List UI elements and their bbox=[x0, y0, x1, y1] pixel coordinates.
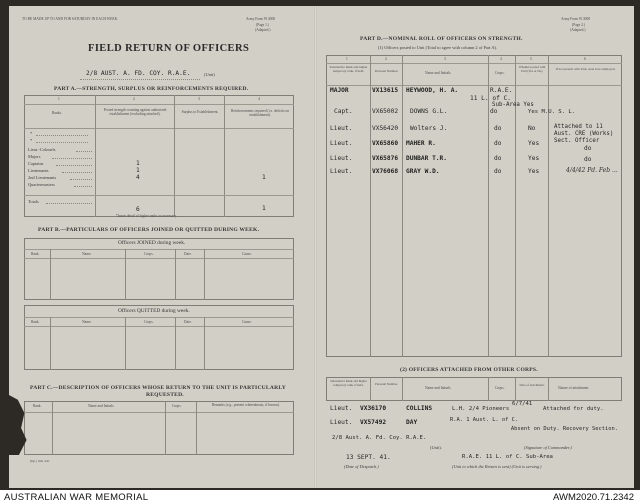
part-a-col-reinf: Reinforcements required (i.e. deficits on establishment). bbox=[230, 109, 290, 118]
att-row-2-corps: R.A. 1 Aust. L. of C. bbox=[450, 417, 519, 423]
part-a-col-posted: Posted strength counting against authorized establishment (excluding attached). bbox=[103, 108, 167, 117]
from-unit-line: 2/8 Aust. A. Fd. Coy. R.A.E. bbox=[332, 435, 427, 441]
row-3-employed: Attached to 11 Aust. CRE (Works) Sect. Officer bbox=[554, 124, 614, 145]
joined-col-name: Name. bbox=[82, 252, 92, 256]
row-4-employed: do bbox=[584, 145, 592, 152]
signature-label: (Signature of Commander.) bbox=[524, 445, 572, 450]
part-c-col-rank: Rank. bbox=[33, 404, 42, 408]
rank-majors: Majors bbox=[28, 154, 41, 159]
unit-underline bbox=[80, 79, 200, 80]
part-d-colnum-6: 6 bbox=[584, 57, 586, 61]
row-5-rank: Lieut. bbox=[330, 155, 353, 162]
part-d2-col-line-1 bbox=[370, 377, 371, 401]
part-d-colnum-2: 2 bbox=[385, 57, 387, 61]
to-unit-value: R.A.E. 11 L. of C. Sub-Area bbox=[462, 454, 553, 460]
footer-institution: AUSTRALIAN WAR MEMORIAL bbox=[4, 492, 149, 503]
part-d-col-rank: Substantive Rank and higher temporary rank, if held. bbox=[329, 65, 368, 73]
adapted-right: (Adapted.) bbox=[570, 28, 586, 32]
part-a-asterisk-2: * bbox=[30, 138, 33, 143]
row-3-rank: Lieut. bbox=[330, 125, 353, 132]
att-row-1-nature: Attached for duty. bbox=[543, 406, 604, 412]
row-1-name: HEYWOOD, H. A. bbox=[406, 87, 459, 94]
att-row-1-corps: L.H. 2/4 Pioneers bbox=[452, 406, 510, 412]
row-6-number: VX76068 bbox=[372, 168, 399, 175]
part-d-colnum-5: 5 bbox=[530, 57, 532, 61]
part-d-colnum-4: 4 bbox=[500, 57, 502, 61]
unit-value: 2/8 AUST. A. FD. COY. R.A.E. bbox=[86, 70, 191, 77]
dots-row-2 bbox=[52, 158, 92, 159]
row-3-name: Wolters J. bbox=[410, 125, 448, 132]
page-number-right: (Page 2.) bbox=[572, 23, 585, 27]
row-6-rank: Lieut. bbox=[330, 168, 353, 175]
row-5-corps: do bbox=[494, 155, 502, 162]
row-1-number: VX13615 bbox=[372, 87, 399, 94]
part-b-heading: PART B.—PARTICULARS OF OFFICERS JOINED OR QUITTED DURING WEEK. bbox=[38, 227, 260, 233]
row-5-number: VX65876 bbox=[372, 155, 399, 162]
joined-col-corps: Corps. bbox=[144, 252, 154, 256]
row-4-number: VX65860 bbox=[372, 140, 399, 147]
row-3-corps: do bbox=[494, 125, 502, 132]
quitted-heading-line bbox=[24, 317, 294, 318]
quitted-col-line-3 bbox=[175, 317, 176, 370]
part-d-col-line-5 bbox=[548, 55, 549, 357]
row-5-name: DUNBAR T.R. bbox=[406, 155, 447, 162]
att-row-1-number: VX36170 bbox=[360, 405, 387, 412]
dots-row-5 bbox=[70, 179, 92, 180]
form-number-right: Army Form W.3008 bbox=[561, 17, 591, 21]
part-d-colnum-3: 3 bbox=[444, 57, 446, 61]
totals-label: Totals bbox=[28, 199, 39, 204]
att-row-2-name: DAY bbox=[406, 419, 418, 426]
part-a-asterisk-dots-1 bbox=[36, 135, 88, 136]
part-d2-col-corps: Corps. bbox=[495, 386, 505, 390]
joined-cols-line bbox=[24, 258, 294, 259]
part-a-col-line-1 bbox=[95, 95, 96, 217]
to-unit-label: (Unit to which the Return is sent) (Unit is serving.) bbox=[452, 464, 542, 469]
reinf-2nd-lieutenants: 1 bbox=[262, 174, 266, 181]
posted-2nd-lieutenants: 4 bbox=[136, 174, 140, 181]
part-d2-col-date: Date of attachment. bbox=[519, 383, 545, 387]
quitted-heading: Officers QUITTED during week. bbox=[118, 308, 190, 314]
part-d2-col-line-5 bbox=[548, 377, 549, 401]
part-a-col-ranks: Ranks. bbox=[52, 111, 62, 115]
part-a-colnum-1: 1 bbox=[58, 97, 60, 101]
row-4-corps: do bbox=[494, 140, 502, 147]
quitted-col-name: Name. bbox=[82, 320, 92, 324]
part-c-col-name: Name and Initials. bbox=[88, 404, 115, 408]
instruction-text: TO BE MADE UP TO AND FOR SATURDAY IN EACH WEEK. bbox=[22, 17, 119, 21]
row-1-rank: MAJOR bbox=[330, 87, 349, 94]
part-d2-heading: (2) OFFICERS ATTACHED FROM OTHER CORPS. bbox=[400, 367, 538, 373]
part-d-col-posted: Whether posted with Unit (Yes or No). bbox=[518, 65, 546, 73]
rank-2nd-lieutenants: 2nd Lieutenants bbox=[28, 175, 57, 180]
part-a-asterisk-dots-2 bbox=[36, 142, 88, 143]
part-a-col-line-3 bbox=[224, 95, 225, 217]
part-a-colnum-3: 3 bbox=[198, 97, 200, 101]
part-d2-col-nature: Nature of attachment. bbox=[558, 386, 590, 390]
part-d-colnum-1: 1 bbox=[346, 57, 348, 61]
part-c-col-line-1 bbox=[52, 401, 53, 455]
dots-row-3 bbox=[56, 165, 92, 166]
att-row-2-nature: Absent on Duty. Recovery Section. bbox=[510, 426, 618, 432]
posted-lieutenants: 1 bbox=[136, 167, 140, 174]
form-title: FIELD RETURN OF OFFICERS bbox=[88, 43, 250, 54]
part-d2-col-line-4 bbox=[515, 377, 516, 401]
adapted-left: (Adapted.) bbox=[255, 28, 271, 32]
row-4-rank: Lieut. bbox=[330, 140, 353, 147]
row-6-handwritten-note: 4/4/42 Pd. Feb ... bbox=[566, 167, 618, 174]
row-2-rank: Capt. bbox=[334, 108, 353, 115]
page-number-left: (Page 1.) bbox=[256, 23, 269, 27]
dots-row-4 bbox=[62, 172, 92, 173]
unit-sub-label: (Unit). bbox=[430, 445, 442, 450]
totals-dots bbox=[46, 203, 92, 204]
part-d2-col-rank: Substantive Rank and higher temporary rank, if held. bbox=[330, 379, 367, 387]
att-row-1-rank: Lieut. bbox=[330, 405, 353, 412]
row-4-name: MAHER R. bbox=[406, 140, 436, 147]
posted-captains: 1 bbox=[136, 160, 140, 167]
quitted-col-date: Date. bbox=[184, 320, 192, 324]
part-d-col-line-1 bbox=[370, 55, 371, 357]
rank-captains: Captains bbox=[28, 161, 44, 166]
part-c-heading-line1: PART C.—DESCRIPTION OF OFFICERS WHOSE RETURN TO THE UNIT IS PARTICULARLY bbox=[30, 385, 286, 391]
unit-label: (Unit) bbox=[204, 72, 215, 77]
part-a-colnum-2: 2 bbox=[133, 97, 135, 101]
row-1-corps: R.A.E. bbox=[490, 87, 513, 94]
row-6-name: GRAY W.D. bbox=[406, 168, 440, 175]
page-fold bbox=[314, 6, 317, 488]
row-2-number: VX65002 bbox=[372, 108, 399, 115]
part-d-col-line-2 bbox=[402, 55, 403, 357]
totals-posted: 6 bbox=[136, 206, 140, 213]
part-a-asterisk-1: * bbox=[30, 131, 33, 136]
despatch-date: 13 SEPT. 41. bbox=[346, 454, 391, 461]
quitted-col-line-4 bbox=[204, 317, 205, 370]
part-c-col-line-2 bbox=[165, 401, 166, 455]
dots-row-1 bbox=[76, 151, 92, 152]
joined-col-line-2 bbox=[125, 249, 126, 300]
part-d-subheading: (1) Officers posted to Unit (Total to agree with column 2 of Part A). bbox=[378, 45, 498, 50]
att-row-1-date: 6/7/41 bbox=[512, 401, 533, 407]
joined-table bbox=[24, 238, 294, 300]
quitted-col-cause: Cause. bbox=[242, 320, 252, 324]
row-2-posted: Sub-Area Yes bbox=[492, 102, 534, 108]
quitted-col-line-2 bbox=[125, 317, 126, 370]
rank-lieut-colonels: Lieut.-Colonels bbox=[28, 147, 56, 152]
joined-col-date: Date. bbox=[184, 252, 192, 256]
att-row-2-number: VX57492 bbox=[360, 419, 387, 426]
print-code: (Inp.) 1941 4/41 bbox=[30, 459, 50, 463]
part-c-col-line-3 bbox=[196, 401, 197, 455]
row-1-extra: 11 L. of C. bbox=[470, 95, 511, 102]
joined-col-rank: Rank. bbox=[31, 252, 40, 256]
part-c-table bbox=[24, 401, 294, 455]
row-5-employed: do bbox=[584, 156, 592, 163]
row-5-posted: Yes bbox=[528, 155, 540, 162]
part-c-col-remarks: Remarks (e.g., present whereabouts, if known). bbox=[211, 403, 281, 407]
part-c-heading-line2: REQUESTED. bbox=[146, 392, 184, 398]
joined-col-line-1 bbox=[50, 249, 51, 300]
row-2-extra: Yes M.U. S. L. bbox=[528, 109, 576, 115]
part-c-cols-line bbox=[24, 412, 294, 413]
row-3-posted: No bbox=[528, 125, 536, 132]
part-a-col-surplus: Surplus to Establishment. bbox=[181, 110, 219, 114]
part-a-colnum-4: 4 bbox=[258, 97, 260, 101]
part-a-heading: PART A.—STRENGTH, SURPLUS OR REINFORCEMENTS REQUIRED. bbox=[54, 86, 249, 92]
part-a-footnote: *Insert detail of higher ranks as necessary. bbox=[116, 214, 177, 218]
footer-accession-number: AWM2020.71.2342 bbox=[553, 492, 634, 503]
part-a-number-row-line bbox=[24, 104, 294, 105]
rank-lieutenants: Lieutenants bbox=[28, 168, 49, 173]
footer-bar bbox=[0, 490, 640, 504]
part-d2-col-number: Personal Number. bbox=[375, 382, 398, 386]
part-c-col-corps: Corps. bbox=[172, 404, 182, 408]
joined-col-cause: Cause. bbox=[242, 252, 252, 256]
part-d2-col-line-2 bbox=[402, 377, 403, 401]
joined-heading: Officers JOINED during week. bbox=[118, 240, 186, 246]
part-d-heading: PART D.—NOMINAL ROLL OF OFFICERS ON STRENGTH. bbox=[360, 36, 523, 42]
att-row-1-name: COLLINS bbox=[406, 405, 433, 412]
part-d2-col-line-3 bbox=[488, 377, 489, 401]
row-4-posted: Yes bbox=[528, 140, 540, 147]
despatch-date-label: (Date of Despatch.) bbox=[344, 464, 379, 469]
joined-heading-line bbox=[24, 249, 294, 250]
joined-col-line-4 bbox=[204, 249, 205, 300]
quitted-col-line-1 bbox=[50, 317, 51, 370]
rank-quartermasters: Quartermasters bbox=[28, 182, 55, 187]
att-row-2-rank: Lieut. bbox=[330, 419, 353, 426]
row-3-number: VX56420 bbox=[372, 125, 399, 132]
part-a-header-line bbox=[24, 128, 294, 129]
form-number-left: Army Form W.3008 bbox=[246, 17, 276, 21]
row-2-name: DOWNS G.L. bbox=[410, 108, 448, 115]
dots-row-6 bbox=[74, 186, 92, 187]
part-a-col-line-2 bbox=[174, 95, 175, 217]
part-d-col-employed: If not present with Unit, state how employed. bbox=[555, 67, 616, 71]
part-d-col-name: Name and Initials. bbox=[425, 71, 452, 75]
part-d-col-corps: Corps. bbox=[495, 71, 505, 75]
row-2-corps: do bbox=[490, 108, 498, 115]
quitted-col-corps: Corps. bbox=[144, 320, 154, 324]
part-d-col-line-4 bbox=[515, 55, 516, 357]
quitted-cols-line bbox=[24, 326, 294, 327]
quitted-col-rank: Rank. bbox=[31, 320, 40, 324]
part-d2-col-name: Name and Initials. bbox=[425, 386, 452, 390]
part-d-col-number: Personal Number. bbox=[374, 69, 399, 73]
quitted-table bbox=[24, 305, 294, 370]
part-a-totals-line bbox=[24, 195, 294, 196]
row-6-posted: Yes bbox=[528, 168, 540, 175]
totals-reinf: 1 bbox=[262, 205, 266, 212]
joined-col-line-3 bbox=[175, 249, 176, 300]
row-6-corps: do bbox=[494, 168, 502, 175]
